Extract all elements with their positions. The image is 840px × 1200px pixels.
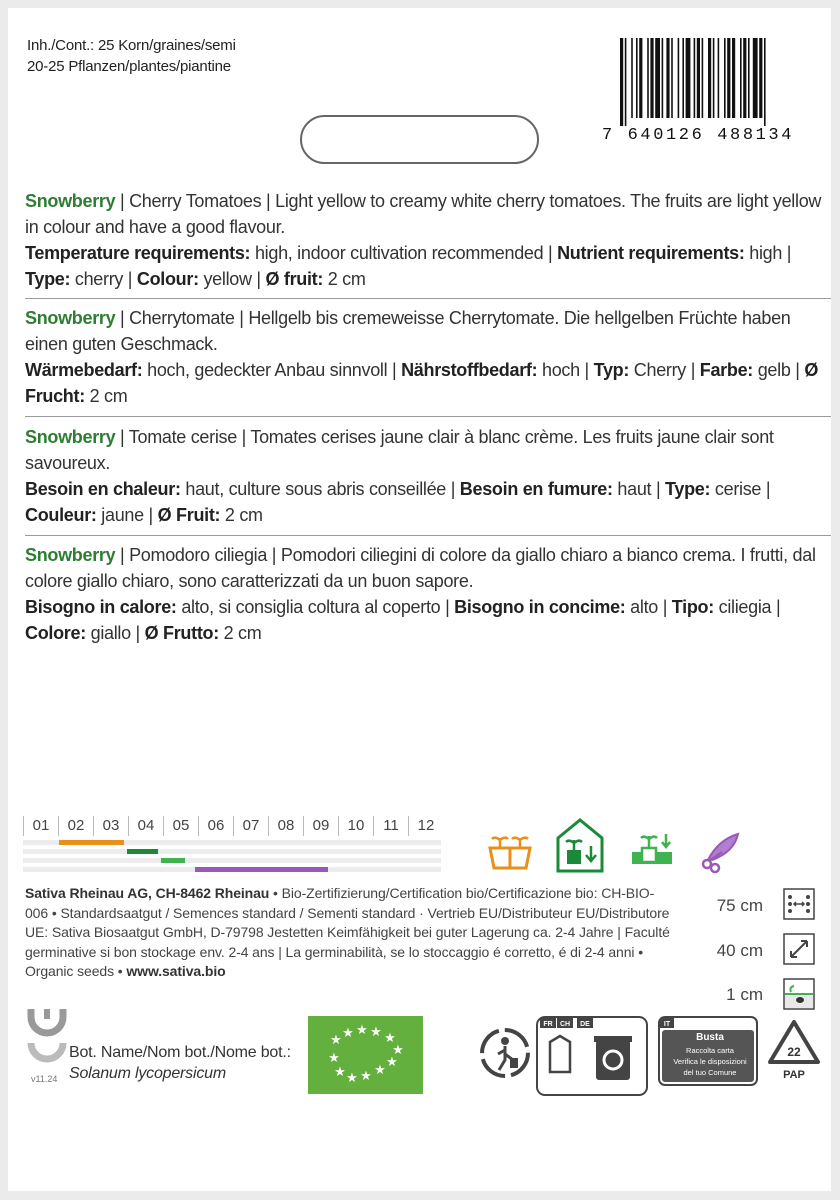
italian-recycling-label-icon (658, 1016, 758, 1086)
growing-calendar (23, 816, 443, 880)
description-text: | Cherrytomate | Hellgelb bis cremeweisse Cherrytomate. Die hellgelben Früchte haben einen guten Geschmack. (25, 308, 791, 354)
field-label: Nutrient requirements: (557, 243, 745, 263)
requirements (25, 357, 825, 409)
field-value: gelb | (753, 360, 805, 380)
eu-star: ★ (330, 1033, 342, 1048)
eu-star: ★ (374, 1063, 386, 1078)
it-tag: IT (663, 1021, 671, 1028)
contents-info (27, 35, 236, 77)
description-text: | Cherry Tomatoes | Light yellow to creamy white cherry tomatoes. The fruits are light yellow in colour and have a good flavour. (25, 191, 822, 237)
month-label: 06 (198, 816, 233, 836)
month-label: 11 (373, 816, 408, 836)
calendar-track (23, 849, 441, 854)
field-value: hoch | (537, 360, 594, 380)
month-label: 02 (58, 816, 93, 836)
sorting-info-icon (536, 1016, 648, 1096)
greenhouse-icon (555, 816, 605, 874)
field-value: ciliegia | (713, 597, 781, 617)
country-tag: FR (543, 1021, 553, 1028)
description (25, 305, 825, 357)
field-value: 2 cm (220, 505, 263, 525)
description-text: | Tomate cerise | Tomates cerises jaune clair à blanc crème. Les fruits jaune clair sont savoureux. (25, 427, 774, 473)
plant-spacing-value: 40 cm (716, 941, 763, 960)
variety-name: Snowberry (25, 545, 116, 565)
field-label: Ø fruit: (265, 269, 324, 289)
tidyman-recycle-icon (478, 1026, 532, 1080)
field-value: high, indoor cultivation recommended | (250, 243, 558, 263)
month-label: 03 (93, 816, 128, 836)
field-label: Bisogno in concime: (454, 597, 626, 617)
field-value: haut | (612, 479, 666, 499)
field-label: Type: (25, 269, 71, 289)
busta-line-1: Raccolta carta (686, 1046, 734, 1055)
hanger-slot (300, 115, 539, 164)
description (25, 188, 825, 240)
month-label: 08 (268, 816, 303, 836)
description (25, 542, 825, 594)
field-label: Farbe: (699, 360, 753, 380)
section-italian (25, 542, 825, 646)
eu-star: ★ (346, 1071, 358, 1086)
country-tag: DE (580, 1021, 590, 1028)
field-label: Couleur: (25, 505, 97, 525)
field-label: Wärmebedarf: (25, 360, 143, 380)
legal-info (25, 884, 671, 982)
calendar-bar (195, 867, 328, 872)
field-value: alto | (625, 597, 672, 617)
field-label: Type: (665, 479, 711, 499)
divider (25, 298, 831, 299)
field-label: Bisogno in calore: (25, 597, 177, 617)
field-value: 2 cm (84, 386, 128, 406)
month-label: 10 (338, 816, 373, 836)
field-label: Besoin en fumure: (459, 479, 613, 499)
barcode-icon (620, 38, 812, 126)
eu-star: ★ (334, 1065, 346, 1080)
field-label: Ø Frucht: (25, 360, 819, 406)
calendar-months (23, 816, 443, 836)
field-value: cerise | (710, 479, 771, 499)
field-value: 2 cm (218, 623, 262, 643)
field-value: giallo | (85, 623, 145, 643)
seed-packet-back (8, 8, 831, 1191)
version-label: v11.24 (31, 1074, 58, 1084)
eu-star: ★ (360, 1069, 372, 1084)
eu-star: ★ (356, 1023, 368, 1038)
contents-line-1: Inh./Cont.: 25 Korn/graines/semi (27, 37, 236, 54)
field-value: hoch, gedeckter Anbau sinnvoll | (142, 360, 402, 380)
variety-name: Snowberry (25, 427, 116, 447)
divider (25, 416, 831, 417)
calendar-bar (59, 840, 124, 845)
eu-star: ★ (392, 1043, 404, 1058)
field-label: Tipo: (671, 597, 714, 617)
harvest-icon (698, 826, 746, 874)
section-english (25, 188, 825, 292)
field-value: 2 cm (323, 269, 366, 289)
eu-star: ★ (386, 1055, 398, 1070)
month-label: 09 (303, 816, 338, 836)
divider (25, 535, 831, 536)
country-tag: CH (559, 1021, 571, 1028)
field-label: Colour: (136, 269, 199, 289)
eu-star: ★ (370, 1025, 382, 1040)
eu-star: ★ (328, 1051, 340, 1066)
eu-star: ★ (384, 1031, 396, 1046)
sativa-logo-icon (25, 1003, 69, 1073)
field-label: Ø Fruit: (157, 505, 221, 525)
busta-title: Busta (696, 1032, 724, 1043)
field-value: Cherry | (629, 360, 700, 380)
field-value: jaune | (96, 505, 158, 525)
botanical-label: Bot. Name/Nom bot./Nome bot.: (69, 1044, 291, 1061)
requirements (25, 240, 825, 292)
sowing-pots-icon (486, 826, 534, 874)
pap-number: 22 (787, 1045, 801, 1059)
field-value: alto, si consiglia coltura al coperto | (176, 597, 455, 617)
field-label: Typ: (593, 360, 630, 380)
month-label: 12 (408, 816, 443, 836)
sowing-depth-icon (783, 978, 815, 1010)
field-label: Besoin en chaleur: (25, 479, 181, 499)
variety-name: Snowberry (25, 308, 116, 328)
field-label: Ø Frutto: (144, 623, 219, 643)
requirements (25, 476, 825, 528)
barcode-number: 7 640126 488134 (602, 126, 795, 145)
row-spacing-value: 75 cm (716, 896, 763, 915)
calendar-bar (127, 849, 158, 854)
field-value: cherry | (70, 269, 137, 289)
section-french (25, 424, 825, 528)
plant-spacing-icon (783, 933, 815, 965)
legal-text: • Bio-Zertifizierung/Certification bio/Certificazione bio: CH-BIO-006 • Standardsaatgut / Semences standard / Sementi standard · Vertrieb EU/Distributeur EU/Distributore UE: Sativa Biosaatgut GmbH, D-79798 Jestetten Keimfähigkeit bei guter Lagerung ca. 2-4 Jahre | Faculté germinative si bon stockage env. 2-4 ans | La germinabilità, se lo stoccaggio é corretto, é di 2-4 anni • Organic seeds • (25, 885, 670, 979)
field-label: Temperature requirements: (25, 243, 251, 263)
month-label: 07 (233, 816, 268, 836)
botanical-latin: Solanum lycopersicum (69, 1065, 226, 1082)
description (25, 424, 825, 476)
botanical-name (69, 1042, 291, 1084)
requirements (25, 594, 825, 646)
calendar-track (23, 858, 441, 863)
transplant-icon (628, 826, 676, 874)
month-label: 01 (23, 816, 58, 836)
variety-name: Snowberry (25, 191, 116, 211)
field-value: yellow | (198, 269, 266, 289)
eu-star: ★ (342, 1026, 354, 1041)
sowing-depth-value: 1 cm (726, 985, 763, 1004)
eu-organic-logo-icon (308, 1016, 423, 1094)
section-german (25, 305, 825, 409)
row-spacing-icon (783, 888, 815, 920)
field-label: Nährstoffbedarf: (401, 360, 538, 380)
field-value: high | (744, 243, 792, 263)
calendar-bar (161, 858, 185, 863)
pap-recycling-icon (764, 1018, 824, 1082)
field-value: haut, culture sous abris conseillée | (180, 479, 460, 499)
contents-line-2: 20-25 Pflanzen/plantes/piantine (27, 58, 231, 75)
month-label: 05 (163, 816, 198, 836)
description-text: | Pomodoro ciliegia | Pomodori ciliegini di colore da giallo chiaro a bianco crema. I frutti, dal colore giallo chiaro, sono caratterizzati da un buon sapore. (25, 545, 816, 591)
month-label: 04 (128, 816, 163, 836)
field-label: Colore: (25, 623, 86, 643)
pap-label: PAP (783, 1069, 805, 1081)
company-name: Sativa Rheinau AG, CH-8462 Rheinau (25, 885, 270, 901)
busta-line-2: Verifica le disposizioni (673, 1057, 747, 1066)
busta-line-3: del tuo Comune (683, 1068, 737, 1077)
website-link: www.sativa.bio (126, 963, 226, 979)
